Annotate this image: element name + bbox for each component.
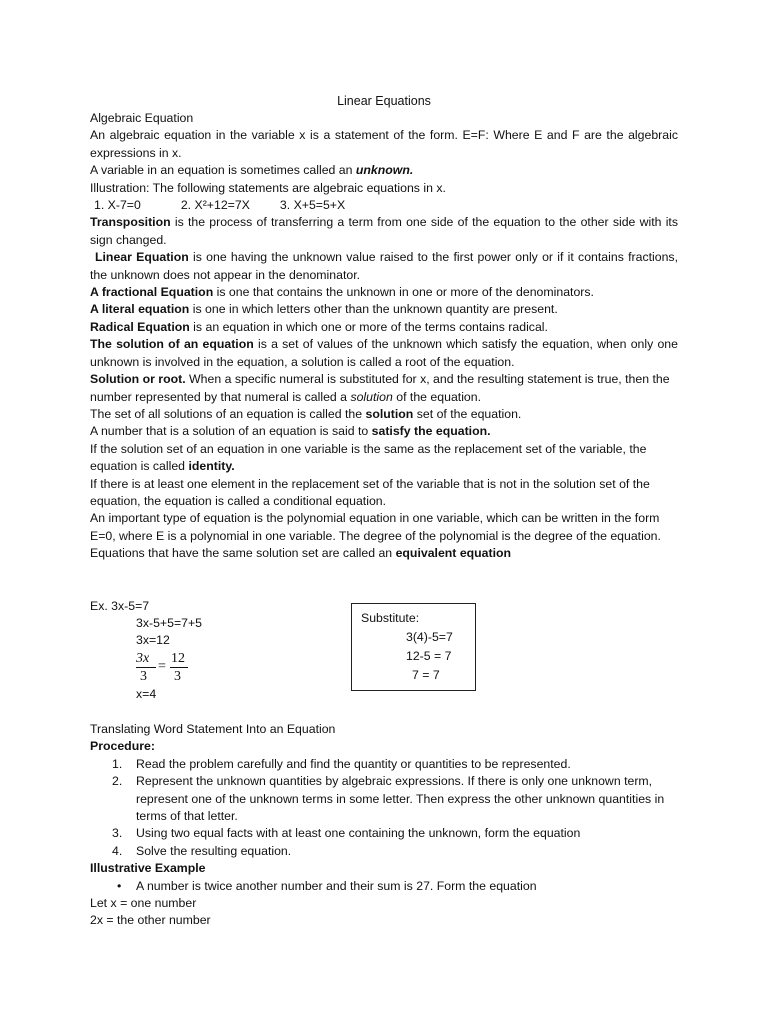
example-step-1: 3x-5+5=7+5: [136, 616, 202, 630]
illustrative-heading: Illustrative Example: [90, 861, 206, 876]
examples-line: [90, 197, 678, 214]
substitute-line-3: 7 = 7: [412, 668, 440, 682]
substitute-line-2: 12-5 = 7: [406, 649, 452, 663]
fraction-numerator-right: 12: [171, 651, 185, 666]
word-statement-section: [90, 721, 690, 930]
procedure-step: 2. Represent the unknown quantities by algebraic expressions. If there is only one unknown term, represent one of the unknown terms in some letter. Then express the other unknown quantities in terms of that letter.: [112, 774, 665, 824]
procedure-step: 3. Using two equal facts with at least one containing the unknown, form the equation: [112, 826, 581, 841]
example-step-2: 3x=12: [136, 633, 170, 647]
paragraph-identity: If the solution set of an equation in one variable is the same as the replacement set of the variable, the equation is called identity.: [90, 441, 647, 474]
paragraph-literal-equation: A literal equation is one in which letters other than the unknown quantity are present.: [90, 302, 558, 317]
paragraph-solution-or-root: Solution or root. When a specific numeral is substituted for x, and the resulting statement is true, then the number represented by that numeral is called a solution of the equation.: [90, 372, 670, 404]
fraction-denominator-right: 3: [174, 669, 181, 684]
page-title: Linear Equations: [337, 94, 431, 108]
paragraph-radical-equation: Radical Equation is an equation in which one or more of the terms contains radical.: [90, 319, 548, 334]
procedure-heading: Procedure:: [90, 739, 155, 754]
example-2: 2. X²+12=7X: [180, 198, 250, 213]
body-text: [90, 110, 678, 563]
paragraph-solution-set: The set of all solutions of an equation is called the solution set of the equation.: [90, 406, 522, 421]
illustrative-list: [90, 878, 690, 895]
example-3: 3. X+5=5+X: [279, 198, 346, 213]
let-line-1: Let x = one number: [90, 896, 197, 911]
substitute-line-1: 3(4)-5=7: [406, 630, 453, 644]
paragraph-equivalent: Equations that have the same solution set are called an equivalent equation: [90, 546, 512, 561]
example-label: Ex. 3x-5=7: [90, 599, 150, 613]
fraction-numerator-left: 3x: [136, 651, 150, 666]
bullet-icon: •: [117, 878, 122, 893]
paragraph-transposition: Transposition is the process of transferring a term from one side of the equation to the other side with its sign changed.: [90, 215, 678, 247]
example-1: 1. X-7=0: [94, 198, 141, 213]
paragraph-algebraic-definition: An algebraic equation in the variable x is a statement of the form. E=F: Where E and F are the algebraic expressions in x.: [90, 128, 678, 160]
fraction-equals: =: [158, 659, 166, 674]
section-heading: Translating Word Statement Into an Equation: [90, 722, 336, 736]
paragraph-unknown: A variable in an equation is sometimes called an unknown.: [90, 163, 414, 178]
paragraph-linear-equation: Linear Equation is one having the unknown value raised to the first power only or if it contains fractions, the unknown does not appear in the denominator.: [90, 250, 678, 282]
procedure-step: 4. Solve the resulting equation.: [112, 843, 292, 858]
heading-algebraic-equation: Algebraic Equation: [90, 111, 194, 125]
procedure-step: 1. Read the problem carefully and find the quantity or quantities to be represented.: [112, 756, 571, 771]
substitute-heading: Substitute:: [361, 611, 420, 625]
paragraph-polynomial: An important type of equation is the polynomial equation in one variable, which can be written in the form E=0, where E is a polynomial in one variable. The degree of the polynomial is the degree of the equation.: [90, 511, 661, 543]
paragraph-fractional-equation: A fractional Equation is one that contains the unknown in one or more of the denominators.: [90, 285, 594, 300]
paragraph-satisfy: A number that is a solution of an equation is said to satisfy the equation.: [90, 424, 491, 439]
paragraph-illustration: Illustration: The following statements are algebraic equations in x.: [90, 180, 446, 195]
fraction-equation: [136, 650, 246, 686]
let-line-2: 2x = the other number: [90, 913, 211, 928]
paragraph-conditional: If there is at least one element in the replacement set of the variable that is not in the solution set of the equation, the equation is called a conditional equation.: [90, 476, 650, 508]
substitute-box: [351, 603, 476, 691]
list-item: • A number is twice another number and their sum is 27. Form the equation: [90, 878, 690, 895]
emphasis-unknown: unknown.: [355, 163, 414, 178]
paragraph-solution: The solution of an equation is a set of values of the unknown which satisfy the equation, when only one unknown is involved in the equation, a solution is called a root of the equation.: [90, 337, 678, 369]
procedure-list: [90, 756, 690, 860]
example-step-4: x=4: [136, 687, 157, 701]
fraction-denominator-left: 3: [140, 669, 147, 684]
